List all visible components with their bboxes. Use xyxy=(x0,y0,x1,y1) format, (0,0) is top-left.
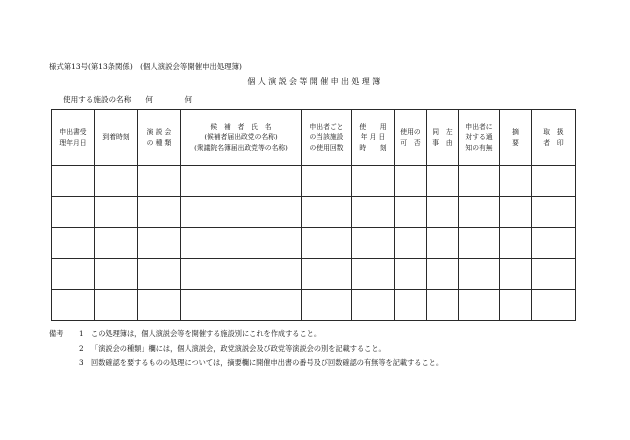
note-text: 「演説会の種類」欄には，個人演説会，政党演説会及び政党等演説会の別を記載すること。 xyxy=(91,343,386,353)
column-header-line: 要 xyxy=(512,138,519,147)
table-cell xyxy=(395,259,427,290)
table-cell xyxy=(181,259,302,290)
table-row xyxy=(52,166,576,197)
table-cell xyxy=(302,197,352,228)
column-header-line: 対する通 xyxy=(465,133,493,142)
table-cell xyxy=(500,290,532,321)
table-cell xyxy=(52,166,95,197)
column-header-line: 申出者に xyxy=(465,122,493,131)
column-header-line: の当該施設 xyxy=(309,133,344,142)
column-header xyxy=(427,110,459,166)
note-text: 回数確認を要するものの処理については，摘要欄に開催申出書の番号及び回数確認の有無等を記載すること。 xyxy=(91,358,444,367)
table-cell xyxy=(532,290,576,321)
table-row xyxy=(52,290,576,321)
column-header-line: 使用の xyxy=(400,127,421,136)
note-number: 2 xyxy=(79,343,84,353)
table-cell xyxy=(95,166,138,197)
table-cell xyxy=(500,166,532,197)
note-text: この処理簿は，個人演説会等を開催する施設別にこれを作成すること。 xyxy=(91,329,322,338)
table-cell xyxy=(181,290,302,321)
table-cell xyxy=(95,259,138,290)
table-cell xyxy=(395,197,427,228)
column-header-line: 事 由 xyxy=(432,138,453,147)
table-cell xyxy=(302,290,352,321)
table-cell xyxy=(95,290,138,321)
table-cell xyxy=(181,197,302,228)
table-cell xyxy=(459,166,500,197)
table-cell xyxy=(395,166,427,197)
column-header-line: 申出書受 xyxy=(59,127,87,136)
column-header xyxy=(181,110,302,166)
column-header xyxy=(395,110,427,166)
table-cell xyxy=(427,197,459,228)
table-cell xyxy=(532,228,576,259)
column-header-line: (衆議院名簿届出政党等の名称) xyxy=(194,143,288,152)
column-header xyxy=(52,110,95,166)
table-cell xyxy=(427,166,459,197)
column-header-line: 時 刻 xyxy=(359,143,387,152)
table-cell xyxy=(181,166,302,197)
table-cell xyxy=(459,197,500,228)
facility-name-line xyxy=(63,96,204,104)
column-header-line: の 種 類 xyxy=(146,138,172,147)
table-cell xyxy=(138,197,181,228)
column-header-line: の使用回数 xyxy=(309,143,344,152)
table-cell xyxy=(500,197,532,228)
facility-name-value: 何 何 xyxy=(145,95,205,104)
table-cell xyxy=(52,197,95,228)
note-line xyxy=(49,327,443,342)
column-header-line: 可 否 xyxy=(400,138,421,147)
application-register-table xyxy=(51,109,576,321)
document-title: 個人演説会等開催申出処理簿 xyxy=(247,77,383,86)
column-header xyxy=(352,110,395,166)
column-header xyxy=(302,110,352,166)
table-cell xyxy=(459,228,500,259)
table-cell xyxy=(138,290,181,321)
table-cell xyxy=(138,228,181,259)
table-cell xyxy=(52,259,95,290)
column-header-line: 年 月 日 xyxy=(360,133,386,142)
column-header-line: 演 説 会 xyxy=(146,127,172,136)
table-cell xyxy=(395,290,427,321)
table-cell xyxy=(181,228,302,259)
table-cell xyxy=(302,259,352,290)
column-header-line: 摘 xyxy=(512,127,519,136)
column-header-line: 理年月日 xyxy=(59,138,87,147)
table-header-row xyxy=(52,110,576,166)
facility-name-label: 使用する施設の名称 xyxy=(63,95,132,104)
table-cell xyxy=(395,228,427,259)
column-header-line: 知の有無 xyxy=(465,143,493,152)
column-header xyxy=(459,110,500,166)
table-cell xyxy=(427,290,459,321)
note-line xyxy=(49,342,443,357)
column-header-line: 候 補 者 氏 名 xyxy=(210,122,272,131)
table-cell xyxy=(427,228,459,259)
table-row xyxy=(52,259,576,290)
column-header-line: 取 扱 xyxy=(543,127,564,136)
table-cell xyxy=(52,290,95,321)
table-cell xyxy=(352,259,395,290)
column-header-line: 到着時刻 xyxy=(102,133,130,142)
note-number: 3 xyxy=(79,358,84,367)
column-header xyxy=(532,110,576,166)
table-cell xyxy=(302,228,352,259)
table-cell xyxy=(95,228,138,259)
table-cell xyxy=(352,228,395,259)
table-cell xyxy=(302,166,352,197)
note-line xyxy=(49,356,443,371)
notes-section xyxy=(49,327,443,371)
column-header-line: 同 左 xyxy=(432,127,453,136)
table-cell xyxy=(500,259,532,290)
table-cell xyxy=(352,197,395,228)
form-number-header: 様式第13号(第13条関係) (個人演説会等開催申出処理簿) xyxy=(49,62,242,71)
table-cell xyxy=(459,290,500,321)
column-header-line: 使 用 xyxy=(359,122,387,131)
table-cell xyxy=(95,197,138,228)
table-cell xyxy=(427,259,459,290)
column-header-line: 者 印 xyxy=(543,138,564,147)
table-cell xyxy=(138,259,181,290)
table-cell xyxy=(352,166,395,197)
table-cell xyxy=(459,259,500,290)
column-header xyxy=(138,110,181,166)
table-row xyxy=(52,197,576,228)
table-cell xyxy=(52,228,95,259)
note-number: 1 xyxy=(79,329,84,338)
table-cell xyxy=(138,166,181,197)
column-header-line: 申出者ごと xyxy=(309,122,344,131)
notes-label: 備考 xyxy=(49,329,64,338)
column-header xyxy=(95,110,138,166)
table-cell xyxy=(500,228,532,259)
table-cell xyxy=(532,259,576,290)
table-cell xyxy=(532,166,576,197)
column-header xyxy=(500,110,532,166)
column-header-line: (候補者届出政党の名称) xyxy=(204,133,278,142)
table-cell xyxy=(352,290,395,321)
table-cell xyxy=(532,197,576,228)
table-row xyxy=(52,228,576,259)
